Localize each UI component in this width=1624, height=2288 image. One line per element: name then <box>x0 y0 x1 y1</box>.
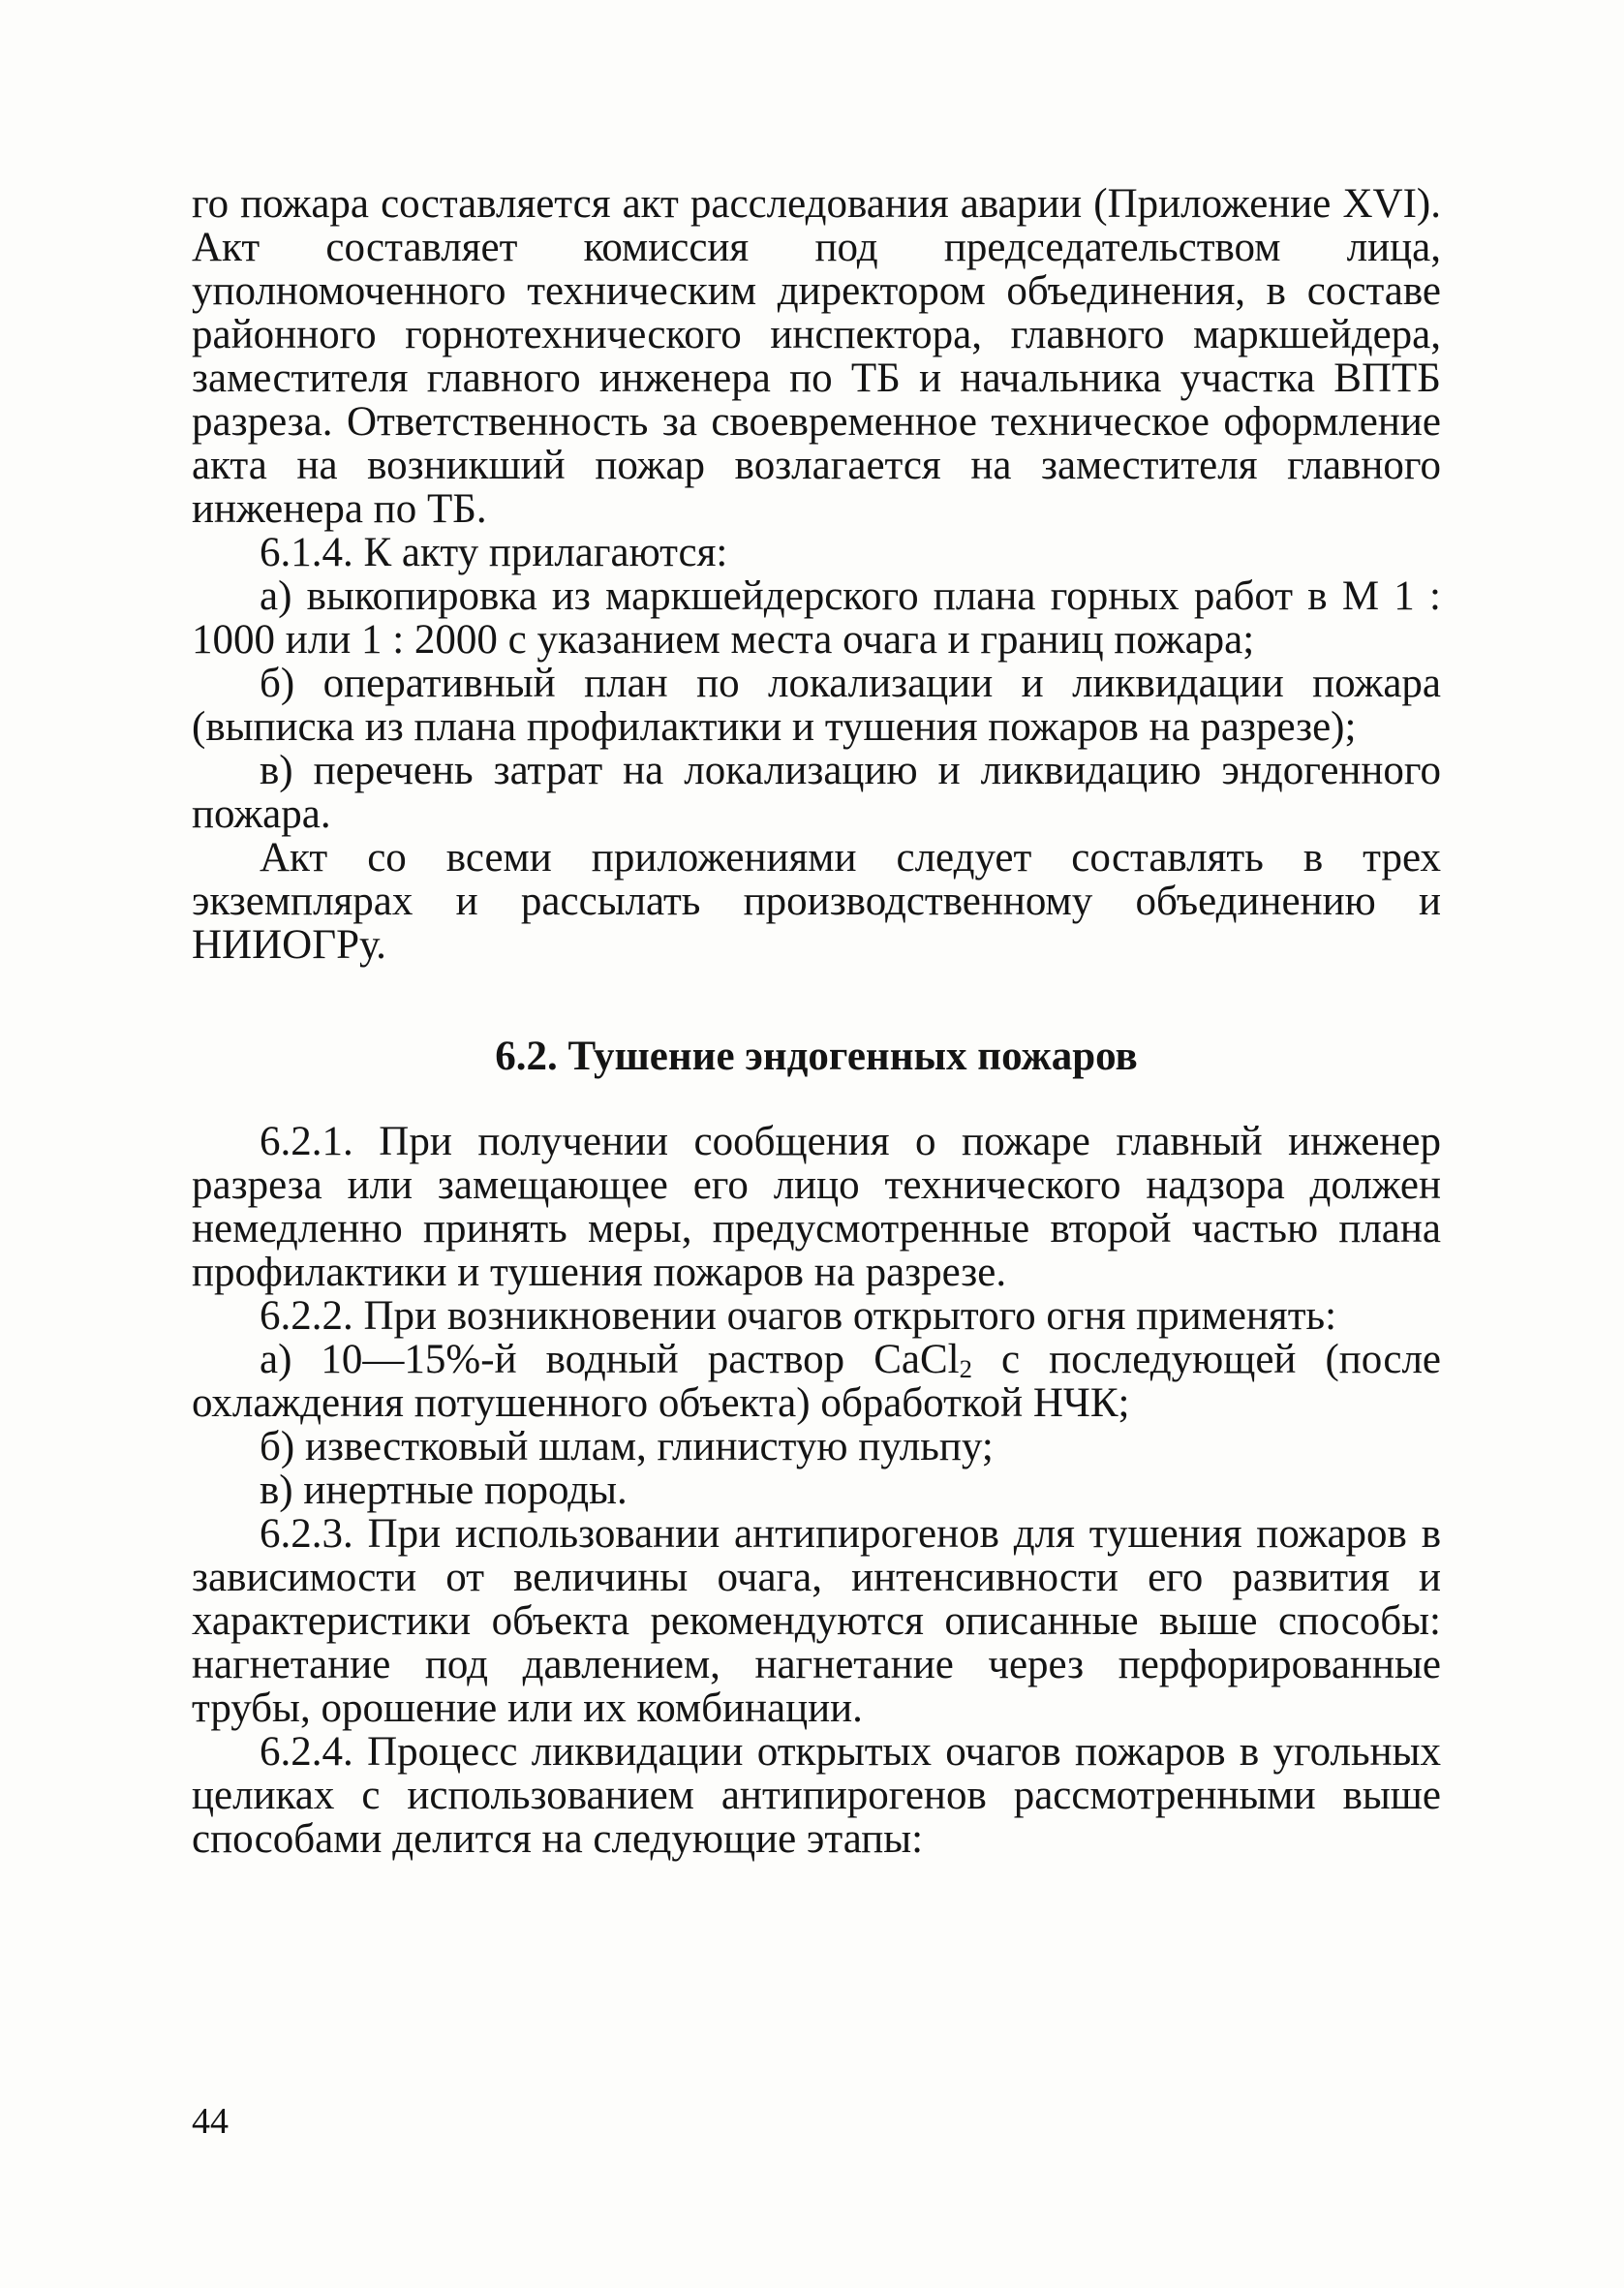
paragraph-6-2-4: 6.2.4. Процесс ликвидации открытых очагов пожаров в угольных целиках с использованием антипирогенов рассмотренными выше способами делится на следующие этапы: <box>192 1729 1441 1862</box>
list-item-b-sludge: б) известковый шлам, глинистую пульпу; <box>260 1424 994 1469</box>
paragraph-act-copies: Акт со всеми приложениями следует составлять в трех экземплярах и рассылать производственному объединению и НИИОГРу. <box>192 835 1441 968</box>
list-item-a: а) выкопировка из маркшейдерского плана горных работ в М 1 : 1000 или 1 : 2000 с указанием места очага и границ пожара; <box>192 573 1441 663</box>
paragraph-6-2-3: 6.2.3. При использовании антипирогенов для тушения пожаров в зависимости от величины очага, интенсивности его развития и характеристики объекта рекомендуются описанные выше способы: нагнетание под давлением, нагнетание через перфорированные трубы, орошение или их комбинации. <box>192 1511 1441 1731</box>
paragraph-6-1-4: 6.1.4. К акту прилагаются: <box>260 530 728 575</box>
list-item-a-solution <box>192 1338 1441 1425</box>
solution-text-before: а) 10—15%-й водный раствор CaCl <box>260 1337 960 1382</box>
subscript-2: 2 <box>959 1353 972 1383</box>
paragraph-6-2-2: 6.2.2. При возникновении очагов открытого огня применять: <box>260 1293 1337 1339</box>
section-heading-6-2: 6.2. Тушение эндогенных пожаров <box>495 1034 1138 1079</box>
page-body <box>192 182 1441 1861</box>
page-number: 44 <box>192 2101 229 2142</box>
list-item-v-rocks: в) инертные породы. <box>260 1468 628 1513</box>
paragraph-act-composition: го пожара составляется акт расследования аварии (Приложение XVI). Акт составляет комиссия под председательством лица, уполномоченного техническим директором объединения, в составе районного горнотехнического инспектора, главного маркшейдера, заместителя главного инженера по ТБ и начальника участка ВПТБ разреза. Ответственность за своевременное техническое оформление акта на возникший пожар возлагается на заместителя главного инженера по ТБ. <box>192 181 1441 532</box>
paragraph-6-2-1: 6.2.1. При получении сообщения о пожаре главный инженер разреза или замещающее его лицо технического надзора должен немедленно принять меры, предусмотренные второй частью плана профилактики и тушения пожаров на разрезе. <box>192 1119 1441 1295</box>
list-item-b: б) оперативный план по локализации и ликвидации пожара (выписка из плана профилактики и тушения пожаров на разрезе); <box>192 661 1441 750</box>
list-item-v: в) перечень затрат на локализацию и ликвидацию эндогенного пожара. <box>192 748 1441 837</box>
solution-text-after: с последующей (после охлаждения потушенного объекта) обработкой НЧК; <box>192 1337 1441 1426</box>
